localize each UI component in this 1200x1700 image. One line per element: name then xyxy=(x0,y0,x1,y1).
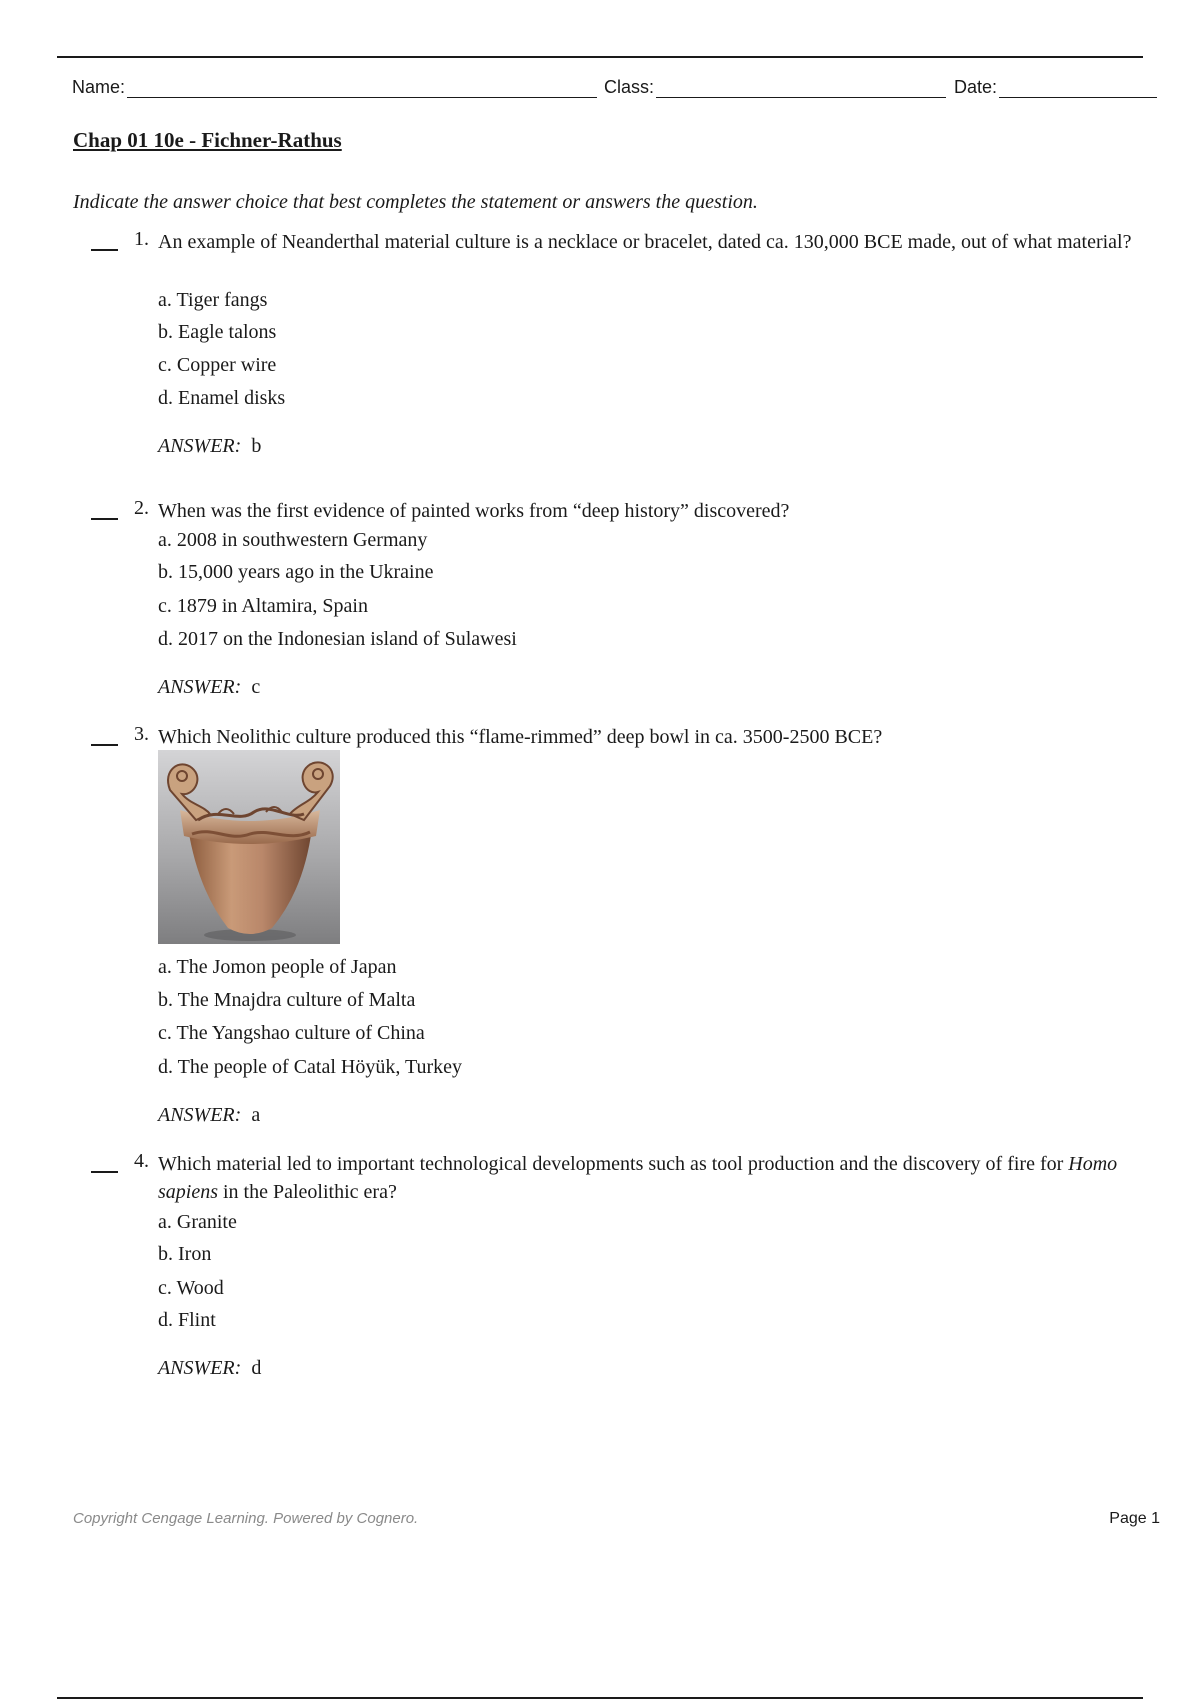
question-4-text xyxy=(158,1150,1148,1206)
top-rule xyxy=(57,56,1143,58)
question-2-option-b: b. 15,000 years ago in the Ukraine xyxy=(158,561,434,583)
question-1-option-d: d. Enamel disks xyxy=(158,387,286,409)
document-title: Chap 01 10e - Fichner-Rathus xyxy=(73,128,342,152)
question-3-answer-value: a xyxy=(251,1104,261,1126)
question-1-option-b: b. Eagle talons xyxy=(158,321,277,343)
instructions: Indicate the answer choice that best completes the statement or answers the question. xyxy=(73,191,758,213)
question-4-option-a: a. Granite xyxy=(158,1211,237,1233)
question-1-option-a: a. Tiger fangs xyxy=(158,289,268,311)
question-1-answer-blank[interactable] xyxy=(91,249,118,251)
bottom-rule xyxy=(57,1697,1143,1699)
question-4-option-b: b. Iron xyxy=(158,1243,212,1265)
question-1-answer xyxy=(158,435,261,458)
question-3-answer-blank[interactable] xyxy=(91,744,118,746)
question-3-option-a: a. The Jomon people of Japan xyxy=(158,956,397,978)
class-blank-line[interactable] xyxy=(656,71,946,98)
question-2-number: 2. xyxy=(134,497,149,519)
question-1-text: An example of Neanderthal material culture is a necklace or bracelet, dated ca. 130,000 BCE made, out of what material? xyxy=(158,231,1132,253)
question-3-option-b: b. The Mnajdra culture of Malta xyxy=(158,989,416,1011)
question-3-text: Which Neolithic culture produced this “flame-rimmed” deep bowl in ca. 3500-2500 BCE? xyxy=(158,726,883,748)
question-4-answer-value: d xyxy=(251,1357,262,1379)
question-2-answer xyxy=(158,676,260,699)
question-2-option-c: c. 1879 in Altamira, Spain xyxy=(158,595,368,617)
question-4-answer xyxy=(158,1357,261,1380)
question-4-text-italic: Homo sapiens xyxy=(158,1153,1118,1203)
question-4-answer-label: ANSWER: xyxy=(158,1357,242,1379)
question-3-number: 3. xyxy=(134,723,149,745)
question-3-answer-label: ANSWER: xyxy=(158,1104,242,1126)
copyright-footer: Copyright Cengage Learning. Powered by Cognero. xyxy=(73,1510,419,1527)
question-4-text-prefix: Which material led to important technological developments such as tool production and the discovery of fire for xyxy=(158,1153,1069,1175)
class-label: Class: xyxy=(604,77,655,97)
question-1-option-c: c. Copper wire xyxy=(158,354,277,376)
date-label: Date: xyxy=(954,77,998,97)
question-2-option-a: a. 2008 in southwestern Germany xyxy=(158,529,428,551)
name-label: Name: xyxy=(72,77,126,97)
question-2-option-d: d. 2017 on the Indonesian island of Sulawesi xyxy=(158,628,517,650)
question-4-option-c: c. Wood xyxy=(158,1277,224,1299)
question-2-answer-label: ANSWER: xyxy=(158,676,242,698)
student-info-header xyxy=(72,72,1160,102)
name-blank-line[interactable] xyxy=(127,71,597,98)
date-blank-line[interactable] xyxy=(999,71,1157,98)
question-1-number: 1. xyxy=(134,228,149,250)
date-field xyxy=(954,72,1157,98)
question-2-answer-blank[interactable] xyxy=(91,518,118,520)
name-field xyxy=(72,72,597,98)
question-2-answer-value: c xyxy=(251,676,261,698)
question-1-answer-value: b xyxy=(251,435,262,457)
question-3-option-d: d. The people of Catal Höyük, Turkey xyxy=(158,1056,463,1078)
question-1-answer-label: ANSWER: xyxy=(158,435,242,457)
question-3-answer xyxy=(158,1104,260,1127)
question-4-text-suffix: in the Paleolithic era? xyxy=(218,1181,397,1203)
jomon-bowl-image xyxy=(158,750,340,944)
page-number: Page 1 xyxy=(1109,1510,1160,1527)
class-field xyxy=(604,72,946,98)
question-4-option-d: d. Flint xyxy=(158,1309,216,1331)
question-2-text: When was the first evidence of painted works from “deep history” discovered? xyxy=(158,500,790,522)
question-4-number: 4. xyxy=(134,1150,149,1172)
question-3-option-c: c. The Yangshao culture of China xyxy=(158,1022,425,1044)
question-4-answer-blank[interactable] xyxy=(91,1171,118,1173)
